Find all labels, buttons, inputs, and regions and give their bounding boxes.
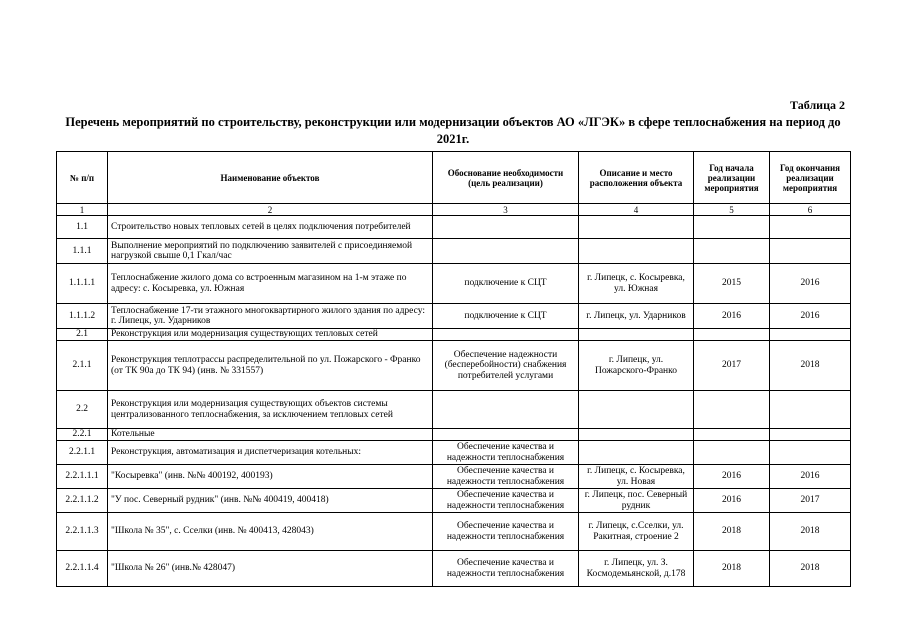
- row-num: 1.1: [57, 216, 108, 239]
- column-number: 5: [694, 204, 770, 216]
- row-start-year: [694, 391, 770, 429]
- row-reason: [433, 391, 579, 429]
- header-reason: Обоснование необходимости (цель реализации): [433, 152, 579, 204]
- row-end-year: 2016: [770, 264, 851, 304]
- row-end-year: [770, 391, 851, 429]
- table-row: [57, 304, 851, 329]
- row-start-year: [694, 239, 770, 264]
- row-reason: [433, 329, 579, 341]
- row-start-year: [694, 441, 770, 465]
- column-number: 1: [57, 204, 108, 216]
- row-start-year: 2015: [694, 264, 770, 304]
- row-location: г. Липецк, пос. Северный рудник: [579, 489, 694, 513]
- row-start-year: 2017: [694, 341, 770, 391]
- row-start-year: 2016: [694, 489, 770, 513]
- header-name: Наименование объектов: [108, 152, 433, 204]
- row-end-year: [770, 429, 851, 441]
- row-name: "Косыревка" (инв. №№ 400192, 400193): [108, 465, 433, 489]
- row-name: "Школа № 35", с. Сселки (инв. № 400413, 428043): [108, 513, 433, 551]
- row-reason: подключение к СЦТ: [433, 304, 579, 329]
- table-row: [57, 465, 851, 489]
- row-num: 2.2.1.1.1: [57, 465, 108, 489]
- row-num: 1.1.1.2: [57, 304, 108, 329]
- row-name: "У пос. Северный рудник" (инв. №№ 400419, 400418): [108, 489, 433, 513]
- row-location: [579, 391, 694, 429]
- row-location: г. Липецк, ул. Пожарского-Франко: [579, 341, 694, 391]
- row-reason: Обеспечение качества и надежности теплоснабжения: [433, 551, 579, 587]
- row-num: 2.2.1.1.4: [57, 551, 108, 587]
- row-name: Теплоснабжение 17-ти этажного многоквартирного жилого здания по адресу: г. Липецк, ул. Ударников: [108, 304, 433, 329]
- row-reason: Обеспечение надежности (бесперебойности) снабжения потребителей услугами: [433, 341, 579, 391]
- column-number: 2: [108, 204, 433, 216]
- row-reason: Обеспечение качества и надежности теплоснабжения: [433, 513, 579, 551]
- row-start-year: [694, 216, 770, 239]
- row-location: [579, 429, 694, 441]
- row-name: Реконструкция или модернизация существующих объектов системы централизованного теплоснабжения, за исключением тепловых сетей: [108, 391, 433, 429]
- table-label: Таблица 2: [790, 98, 845, 112]
- row-num: 2.2: [57, 391, 108, 429]
- row-location: [579, 216, 694, 239]
- row-reason: [433, 216, 579, 239]
- row-end-year: 2017: [770, 489, 851, 513]
- row-end-year: 2016: [770, 304, 851, 329]
- row-end-year: 2016: [770, 465, 851, 489]
- row-reason: [433, 429, 579, 441]
- header-location: Описание и место расположения объекта: [579, 152, 694, 204]
- row-location: г. Липецк, ул. Ударников: [579, 304, 694, 329]
- row-reason: Обеспечение качества и надежности теплоснабжения: [433, 465, 579, 489]
- row-start-year: 2016: [694, 465, 770, 489]
- row-location: г. Липецк, с. Косыревка, ул. Новая: [579, 465, 694, 489]
- row-end-year: 2018: [770, 551, 851, 587]
- row-reason: подключение к СЦТ: [433, 264, 579, 304]
- row-reason: Обеспечение качества и надежности теплоснабжения: [433, 441, 579, 465]
- row-location: г. Липецк, ул. З. Космодемьянской, д.178: [579, 551, 694, 587]
- row-num: 2.2.1: [57, 429, 108, 441]
- table-row: [57, 551, 851, 587]
- table-row: [57, 239, 851, 264]
- table-row: [57, 513, 851, 551]
- row-name: Реконструкция теплотрассы распределительной по ул. Пожарского - Франко (от ТК 90а до ТК 94) (инв. № 331557): [108, 341, 433, 391]
- header-end-year: Год окончания реализации мероприятия: [770, 152, 851, 204]
- row-location: г. Липецк, с. Косыревка, ул. Южная: [579, 264, 694, 304]
- table-row: [57, 216, 851, 239]
- row-end-year: [770, 216, 851, 239]
- row-start-year: 2018: [694, 551, 770, 587]
- header-row: [57, 152, 851, 204]
- row-name: Котельные: [108, 429, 433, 441]
- table-row: [57, 429, 851, 441]
- measures-table: [56, 151, 851, 587]
- row-num: 2.1.1: [57, 341, 108, 391]
- header-num: № п/п: [57, 152, 108, 204]
- row-reason: Обеспечение качества и надежности теплоснабжения: [433, 489, 579, 513]
- row-end-year: [770, 329, 851, 341]
- row-name: Строительство новых тепловых сетей в целях подключения потребителей: [108, 216, 433, 239]
- row-num: 1.1.1: [57, 239, 108, 264]
- row-start-year: [694, 429, 770, 441]
- row-end-year: 2018: [770, 513, 851, 551]
- table-row: [57, 391, 851, 429]
- row-name: Реконструкция, автоматизация и диспетчеризация котельных:: [108, 441, 433, 465]
- row-name: Выполнение мероприятий по подключению заявителей с присоединяемой нагрузкой свыше 0,1 Гкал/час: [108, 239, 433, 264]
- row-name: Реконструкция или модернизация существующих тепловых сетей: [108, 329, 433, 341]
- column-number-row: [57, 204, 851, 216]
- row-name: "Школа № 26" (инв.№ 428047): [108, 551, 433, 587]
- row-start-year: [694, 329, 770, 341]
- row-reason: [433, 239, 579, 264]
- row-start-year: 2018: [694, 513, 770, 551]
- row-start-year: 2016: [694, 304, 770, 329]
- row-end-year: 2018: [770, 341, 851, 391]
- row-location: г. Липецк, с.Сселки, ул. Ракитная, строение 2: [579, 513, 694, 551]
- row-num: 2.2.1.1: [57, 441, 108, 465]
- table-row: [57, 264, 851, 304]
- row-name: Теплоснабжение жилого дома со встроенным магазином на 1-м этаже по адресу: с. Косыревка, ул. Южная: [108, 264, 433, 304]
- table-row: [57, 329, 851, 341]
- row-end-year: [770, 239, 851, 264]
- row-num: 2.1: [57, 329, 108, 341]
- row-num: 2.2.1.1.2: [57, 489, 108, 513]
- column-number: 4: [579, 204, 694, 216]
- table-row: [57, 441, 851, 465]
- header-start-year: Год начала реализации мероприятия: [694, 152, 770, 204]
- row-location: [579, 441, 694, 465]
- row-location: [579, 329, 694, 341]
- table-row: [57, 489, 851, 513]
- column-number: 6: [770, 204, 851, 216]
- row-num: 1.1.1.1: [57, 264, 108, 304]
- table-row: [57, 341, 851, 391]
- row-location: [579, 239, 694, 264]
- column-number: 3: [433, 204, 579, 216]
- row-num: 2.2.1.1.3: [57, 513, 108, 551]
- row-end-year: [770, 441, 851, 465]
- document-title: Перечень мероприятий по строительству, реконструкции или модернизации объектов АО «ЛГЭК» в сфере теплоснабжения на период до 2021г.: [65, 115, 841, 146]
